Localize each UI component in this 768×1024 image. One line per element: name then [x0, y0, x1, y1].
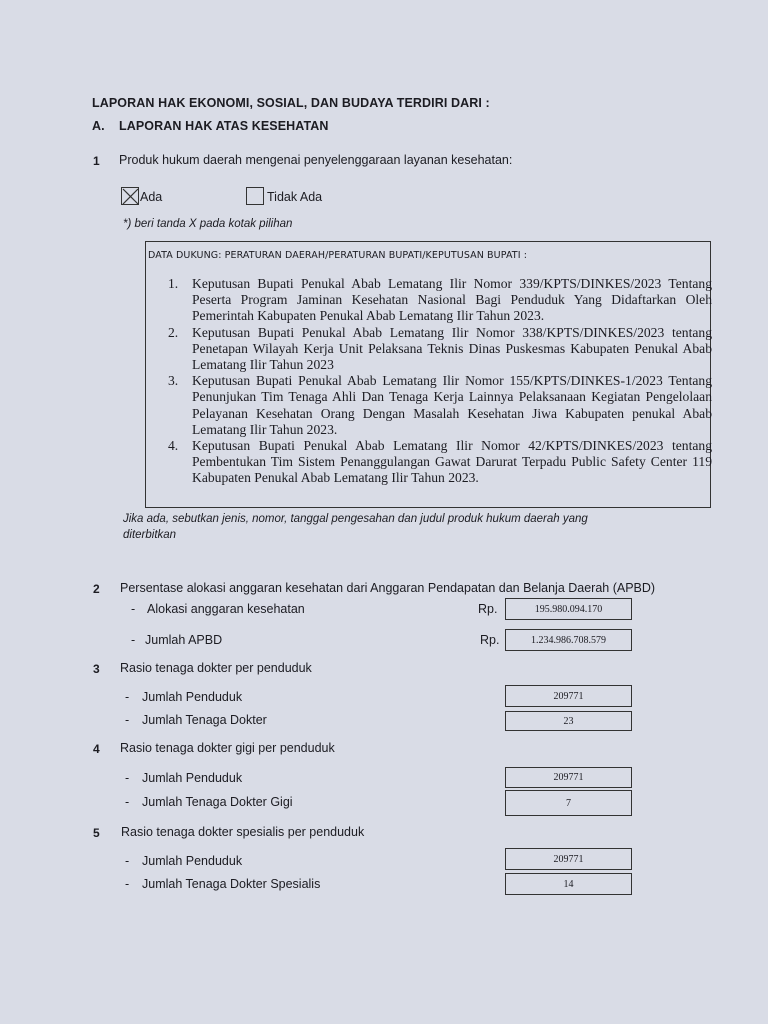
dash: -	[125, 713, 130, 727]
item-2-question: Persentase alokasi anggaran kesehatan dari Anggaran Pendapatan dan Belanja Daerah (APBD)	[120, 581, 656, 595]
currency-label: Rp.	[480, 633, 500, 647]
item-3-row-1-label: Jumlah Penduduk	[142, 690, 243, 704]
checkbox-tidak-ada[interactable]	[246, 187, 264, 205]
dash: -	[131, 602, 136, 616]
item-3-row-2-label: Jumlah Tenaga Dokter	[142, 713, 267, 727]
dash: -	[125, 771, 130, 785]
dash: -	[131, 633, 136, 647]
item-1-number: 1	[93, 154, 100, 168]
dash: -	[125, 690, 130, 704]
item-5-row-2-label: Jumlah Tenaga Dokter Spesialis	[142, 877, 321, 891]
section-letter: A.	[92, 119, 105, 133]
value-field[interactable]: 23	[505, 711, 632, 731]
regulation-item	[168, 438, 712, 487]
value-field[interactable]: 7	[505, 790, 632, 816]
item-1-question: Produk hukum daerah mengenai penyelenggaraan layanan kesehatan:	[119, 153, 513, 167]
item-2-row-1-label: Alokasi anggaran kesehatan	[147, 602, 305, 616]
value-field[interactable]: 1.234.986.708.579	[505, 629, 632, 651]
regulation-list	[168, 276, 712, 487]
checkbox-ada[interactable]	[121, 187, 139, 205]
item-4-row-2-label: Jumlah Tenaga Dokter Gigi	[142, 795, 293, 809]
value-field[interactable]: 209771	[505, 848, 632, 870]
dash: -	[125, 854, 130, 868]
item-5-question: Rasio tenaga dokter spesialis per penduduk	[121, 825, 365, 839]
option-tidak-ada-label: Tidak Ada	[267, 190, 323, 204]
supporting-data-heading: DATA DUKUNG: PERATURAN DAERAH/PERATURAN BUPATI/KEPUTUSAN BUPATI :	[148, 250, 528, 261]
section-title: LAPORAN HAK ATAS KESEHATAN	[119, 119, 329, 133]
option-ada-label: Ada	[140, 190, 163, 204]
regulation-number: 3.	[168, 373, 179, 389]
checkbox-note: *) beri tanda X pada kotak pilihan	[123, 218, 293, 230]
item-4-number: 4	[93, 742, 100, 756]
item-4-row-1-label: Jumlah Penduduk	[142, 771, 243, 785]
dash: -	[125, 795, 130, 809]
item-2-number: 2	[93, 582, 100, 596]
report-heading: LAPORAN HAK EKONOMI, SOSIAL, DAN BUDAYA TERDIRI DARI :	[92, 96, 490, 110]
regulation-number: 2.	[168, 324, 179, 340]
x-mark-icon	[122, 188, 140, 206]
regulation-number: 4.	[168, 438, 179, 454]
regulation-item	[168, 276, 712, 325]
item-2-row-2-label: Jumlah APBD	[145, 633, 223, 647]
item-4-question: Rasio tenaga dokter gigi per penduduk	[120, 741, 335, 755]
item-3-question: Rasio tenaga dokter per penduduk	[120, 661, 312, 675]
footnote-line-2: diterbitkan	[123, 529, 177, 541]
dash: -	[125, 877, 130, 891]
regulation-text: Keputusan Bupati Penukal Abab Lematang Ilir Nomor 338/KPTS/DINKES/2023 tentang Penetapan Wilayah Kerja Unit Pelaksana Teknis Dinas Puskesmas Kabupaten Penukal Abab Lematang Ilir Tahun 2023	[192, 324, 712, 373]
regulation-text: Keputusan Bupati Penukal Abab Lematang Ilir Nomor 339/KPTS/DINKES/2023 Tentang Peserta Program Jaminan Kesehatan Nasional Bagi Penduduk Yang Didaftarkan Oleh Pemerintah Kabupaten Penukal Abab Lematang Ilir Tahun 2023.	[192, 276, 712, 324]
supporting-data-box	[145, 241, 711, 508]
item-5-number: 5	[93, 826, 100, 840]
value-field[interactable]: 209771	[505, 685, 632, 707]
regulation-item	[168, 325, 712, 374]
footnote-line-1: Jika ada, sebutkan jenis, nomor, tanggal pengesahan dan judul produk hukum daerah yang	[123, 513, 588, 525]
currency-label: Rp.	[478, 602, 498, 616]
regulation-item	[168, 373, 712, 438]
value-field[interactable]: 195.980.094.170	[505, 598, 632, 620]
regulation-text: Keputusan Bupati Penukal Abab Lematang Ilir Nomor 155/KPTS/DINKES-1/2023 Tentang Penunjukan Tim Tenaga Ahli Dan Tenaga Kerja Lainnya Pelaksanaan Kegiatan Pengelolaan Pelayanan Kesehatan Orang Dengan Masalah Kesehatan Jiwa Kabupaten penukal Abab Lematang Ilir Tahun 2023.	[192, 373, 712, 437]
value-field[interactable]: 14	[505, 873, 632, 895]
regulation-text: Keputusan Bupati Penukal Abab Lematang Ilir Nomor 42/KPTS/DINKES/2023 tentang Pembentukan Tim Sistem Penanggulangan Gawat Darurat Terpadu Public Safety Center 119 Kabupaten Penukal Abab Lematang Ilir Tahun 2023.	[192, 438, 712, 486]
value-field[interactable]: 209771	[505, 767, 632, 788]
regulation-number: 1.	[168, 276, 179, 291]
item-5-row-1-label: Jumlah Penduduk	[142, 854, 243, 868]
item-3-number: 3	[93, 662, 100, 676]
